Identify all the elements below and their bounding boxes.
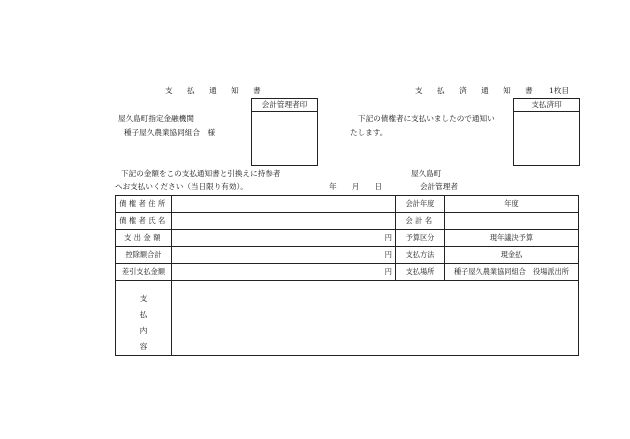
row-right-value: 現年議決予算 (445, 230, 579, 247)
table-row (116, 230, 579, 247)
paid-seal-box (513, 98, 580, 166)
accountant-seal-header: 会計管理者印 (252, 99, 317, 112)
sheet-count: 1枚目 (549, 86, 570, 95)
right-title: 支払済通知書 (415, 86, 548, 95)
row-right-value: 種子屋久農業協同組合 役場派出所 (445, 264, 579, 281)
content-label (138, 291, 150, 355)
left-title: 支払通知書 (165, 86, 276, 95)
accountant-seal-box (251, 98, 318, 166)
content-label-cell (116, 281, 172, 356)
paid-seal-header: 支払済印 (514, 99, 579, 112)
row-right-value (445, 213, 579, 230)
table-row (116, 247, 579, 264)
row-right-value: 現金払 (445, 247, 579, 264)
content-label-char: 払 (139, 310, 148, 319)
row-value (172, 196, 396, 213)
row-value: 円 (172, 230, 396, 247)
row-value (172, 213, 396, 230)
content-label-char: 容 (139, 342, 148, 351)
row-label: 支出金額 (116, 230, 172, 247)
row-right-label: 支払方法 (396, 247, 445, 264)
row-label: 債権者住所 (116, 196, 172, 213)
content-row (116, 281, 579, 356)
town-name: 屋久島町 (411, 169, 442, 178)
content-area (172, 281, 579, 356)
row-label: 債権者氏名 (116, 213, 172, 230)
bank-line: 屋久島町指定金融機関 (118, 114, 194, 123)
content-label-char: 内 (139, 326, 148, 335)
date-label: 年 月 日 (329, 182, 383, 191)
row-right-label: 予算区分 (396, 230, 445, 247)
instruction-line-2: へお支払いください（当日限り有効）。 (115, 182, 248, 191)
notice-line-1: 下記の債権者に支払いましたので通知い (358, 114, 495, 123)
table-row (116, 213, 579, 230)
row-label: 差引支払金額 (116, 264, 172, 281)
row-value: 円 (172, 247, 396, 264)
recipient-line: 種子屋久農業協同組合 様 (124, 128, 216, 137)
instruction-line-1: 下記の金額をこの支払通知書と引換えに持参者 (121, 169, 281, 178)
row-right-label: 支払場所 (396, 264, 445, 281)
accountant-title: 会計管理者 (420, 182, 458, 191)
row-right-label: 会計年度 (396, 196, 445, 213)
table-row (116, 264, 579, 281)
row-label: 控除額合計 (116, 247, 172, 264)
row-right-value: 年度 (445, 196, 579, 213)
notice-line-2: たします。 (350, 128, 388, 137)
row-right-label: 会計名 (396, 213, 445, 230)
table-row (116, 196, 579, 213)
payment-table (115, 195, 579, 356)
row-value: 円 (172, 264, 396, 281)
content-label-char: 支 (139, 294, 148, 303)
